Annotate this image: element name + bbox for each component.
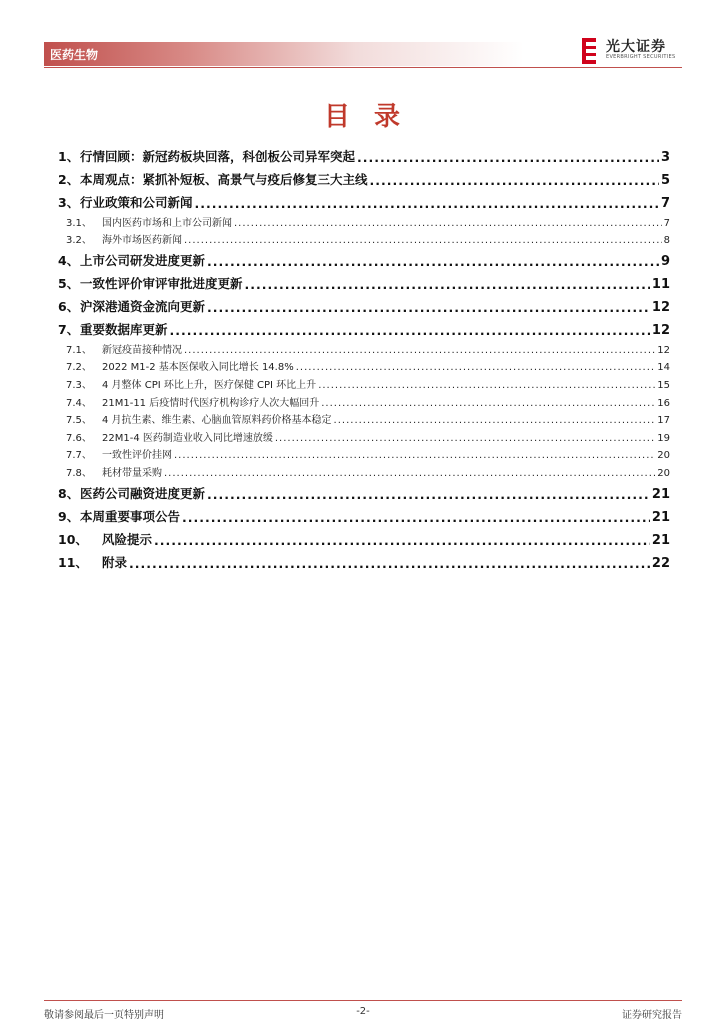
toc-dot-leader <box>357 150 659 165</box>
toc-entry[interactable] <box>58 165 670 188</box>
toc-entry[interactable] <box>58 142 670 165</box>
toc-entry[interactable] <box>58 548 670 571</box>
toc-entry-title: 本周重要事项公告 <box>80 508 181 524</box>
toc-entry-number: 4、 <box>58 253 80 269</box>
toc-entry[interactable] <box>58 391 670 409</box>
company-logo <box>580 36 676 66</box>
toc-dot-leader <box>321 398 655 409</box>
toc-entry-page: 5 <box>660 173 670 188</box>
section-label: 医药生物 <box>50 48 99 62</box>
toc-entry-title: 重要数据库更新 <box>80 322 168 338</box>
toc-entry-page: 7 <box>660 196 670 211</box>
toc-dot-leader <box>207 254 659 269</box>
header-divider <box>44 67 682 68</box>
toc-entry[interactable] <box>58 229 670 247</box>
toc-entry-page: 17 <box>657 415 670 427</box>
toc-dot-leader <box>184 235 662 246</box>
toc-entry[interactable] <box>58 211 670 229</box>
toc-entry-page: 19 <box>657 432 670 444</box>
toc-entry[interactable] <box>58 246 670 269</box>
toc-entry-page: 9 <box>660 254 670 270</box>
toc-entry-number: 7.5、 <box>66 415 92 427</box>
toc-entry[interactable] <box>58 502 670 525</box>
logo-text: 光大证券 <box>606 39 666 55</box>
toc-entry-number: 7.7、 <box>66 450 92 462</box>
toc-entry-number: 3.1、 <box>66 217 92 229</box>
toc-entry-title: 医药公司融资进度更新 <box>80 485 206 501</box>
page-number: -2- <box>356 1006 370 1017</box>
toc-entry[interactable] <box>58 188 670 211</box>
toc-entry[interactable] <box>58 479 670 502</box>
toc-entry-title: 风险提示 <box>102 531 153 547</box>
toc-entry-number: 8、 <box>58 485 80 501</box>
toc-entry-page: 16 <box>657 397 670 409</box>
toc-dot-leader <box>207 487 650 502</box>
toc-entry-page: 21 <box>651 486 670 502</box>
toc-entry-page: 21 <box>651 509 670 525</box>
toc-entry-title: 一致性评价审评审批进度更新 <box>80 276 243 292</box>
footer-disclaimer: 敬请参阅最后一页特别声明 <box>44 1010 164 1021</box>
toc-entry-page: 20 <box>657 467 670 479</box>
header-band <box>44 42 524 66</box>
toc-entry[interactable] <box>58 426 670 444</box>
toc-entry[interactable] <box>58 461 670 479</box>
toc-entry-title: 4 月整体 CPI 环比上升，医疗保健 CPI 环比上升 <box>102 379 317 391</box>
toc-entry-number: 3.2、 <box>66 235 92 247</box>
toc-entry-page: 12 <box>651 323 670 339</box>
toc-dot-leader <box>207 300 650 315</box>
table-of-contents <box>58 142 670 571</box>
toc-entry-number: 9、 <box>58 508 80 524</box>
toc-entry[interactable] <box>58 409 670 427</box>
toc-dot-leader <box>318 380 655 391</box>
toc-entry-number: 11、 <box>58 554 88 570</box>
toc-entry-number: 7.3、 <box>66 379 92 391</box>
toc-entry-page: 15 <box>657 379 670 391</box>
toc-entry-title: 行情回顾：新冠药板块回落，科创板公司异军突起 <box>80 149 356 164</box>
toc-dot-leader <box>174 450 655 461</box>
toc-entry-page: 3 <box>660 150 670 165</box>
toc-entry-title: 22M1-4 医药制造业收入同比增速放缓 <box>102 432 273 444</box>
logo-subtext: EVERBRIGHT SECURITIES <box>606 54 676 60</box>
toc-entry[interactable] <box>58 444 670 462</box>
toc-entry-page: 21 <box>651 532 670 548</box>
toc-dot-leader <box>164 468 655 479</box>
toc-dot-leader <box>154 533 650 548</box>
toc-dot-leader <box>275 433 655 444</box>
toc-entry-title: 本周观点：紧抓补短板、高景气与疫后修复三大主线 <box>80 172 368 187</box>
toc-entry-title: 4 月抗生素、维生素、心脑血管原料药价格基本稳定 <box>102 415 332 427</box>
toc-entry-number: 5、 <box>58 276 80 292</box>
toc-entry[interactable] <box>58 269 670 292</box>
toc-entry-number: 1、 <box>58 149 80 164</box>
everbright-logo-icon <box>580 38 602 64</box>
toc-entry-title: 新冠疫苗接种情况 <box>102 344 182 356</box>
toc-entry-title: 21M1-11 后疫情时代医疗机构诊疗人次大幅回升 <box>102 397 320 409</box>
toc-dot-leader <box>184 345 655 356</box>
toc-dot-leader <box>245 277 650 292</box>
toc-dot-leader <box>234 218 662 229</box>
toc-dot-leader <box>334 415 656 426</box>
toc-entry-title: 海外市场医药新闻 <box>102 235 182 247</box>
toc-entry[interactable] <box>58 315 670 338</box>
page-header <box>44 39 682 66</box>
toc-entry-number: 7.2、 <box>66 362 92 374</box>
toc-dot-leader <box>182 510 650 525</box>
toc-entry-page: 8 <box>663 235 670 247</box>
toc-entry[interactable] <box>58 292 670 315</box>
toc-entry-page: 11 <box>651 277 670 293</box>
toc-entry-number: 3、 <box>58 195 80 210</box>
toc-entry-number: 7.8、 <box>66 467 92 479</box>
toc-entry-title: 行业政策和公司新闻 <box>80 195 193 210</box>
toc-dot-leader <box>170 323 650 338</box>
toc-entry-number: 6、 <box>58 299 80 315</box>
page-footer <box>44 1004 682 1020</box>
toc-entry-number: 10、 <box>58 531 88 547</box>
toc-entry-title: 沪深港通资金流向更新 <box>80 299 206 315</box>
toc-entry-page: 7 <box>663 217 670 229</box>
toc-entry-title: 上市公司研发进度更新 <box>80 253 206 269</box>
toc-entry-title: 耗材带量采购 <box>102 467 162 479</box>
toc-dot-leader <box>296 362 656 373</box>
toc-dot-leader <box>129 556 650 571</box>
toc-entry-page: 22 <box>651 555 670 571</box>
toc-entry[interactable] <box>58 338 670 356</box>
toc-entry[interactable] <box>58 356 670 374</box>
toc-entry-page: 12 <box>651 300 670 316</box>
toc-entry-title: 一致性评价挂网 <box>102 450 172 462</box>
toc-entry-page: 20 <box>657 450 670 462</box>
toc-entry-page: 14 <box>657 362 670 374</box>
footer-report-type: 证券研究报告 <box>622 1010 682 1021</box>
toc-entry-number: 7.1、 <box>66 344 92 356</box>
toc-entry-title: 国内医药市场和上市公司新闻 <box>102 217 232 229</box>
toc-dot-leader <box>370 173 659 188</box>
toc-entry-number: 7、 <box>58 322 80 338</box>
footer-divider <box>44 1000 682 1001</box>
toc-entry-title: 2022 M1-2 基本医保收入同比增长 14.8% <box>102 362 294 374</box>
toc-entry-number: 7.4、 <box>66 397 92 409</box>
toc-entry[interactable] <box>58 525 670 548</box>
toc-entry[interactable] <box>58 373 670 391</box>
toc-entry-title: 附录 <box>102 554 128 570</box>
toc-entry-number: 7.6、 <box>66 432 92 444</box>
toc-title: 目录 <box>323 102 424 132</box>
toc-entry-number: 2、 <box>58 172 80 187</box>
toc-entry-page: 12 <box>657 344 670 356</box>
toc-dot-leader <box>195 196 659 211</box>
